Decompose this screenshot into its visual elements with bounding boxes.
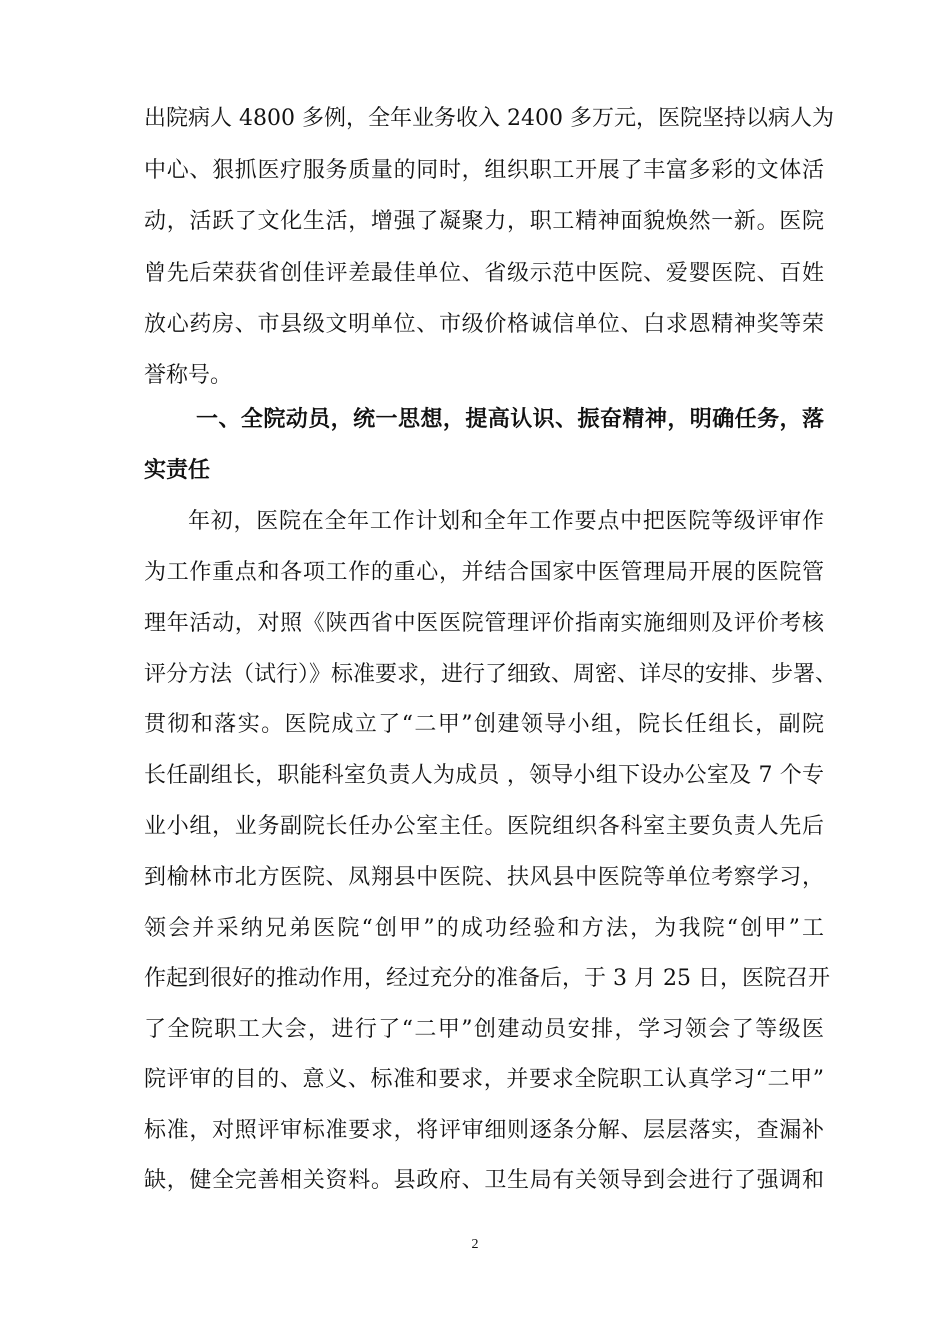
text-line: 理年活动，对照《陕西省中医医院管理评价指南实施细则及评价考核 <box>144 611 824 636</box>
text-line: 长任副组长，职能科室负责人为成员 ，领导小组下设办公室及 7 个专 <box>144 763 824 788</box>
text-line: 贯彻和落实。医院成立了“二甲”创建领导小组，院长任组长，副院 <box>144 712 824 737</box>
text-line: 到榆林市北方医院、凤翔县中医院、扶风县中医院等单位考察学习， <box>144 865 824 890</box>
page-number: 2 <box>471 1237 479 1252</box>
text-line: 领会并采纳兄弟医院“创甲”的成功经验和方法，为我院“创甲”工 <box>144 916 824 941</box>
text-line: 誉称号。 <box>144 363 233 388</box>
text-line: 放心药房、市县级文明单位、市级价格诚信单位、白求恩精神奖等荣 <box>144 312 824 337</box>
text-line: 业小组，业务副院长任办公室主任。医院组织各科室主要负责人先后 <box>144 814 824 839</box>
text-line: 作起到很好的推动作用，经过充分的准备后，于 3 月 25 日，医院召开 <box>144 966 830 991</box>
text-line: 动，活跃了文化生活，增强了凝聚力，职工精神面貌焕然一新。医院 <box>144 209 824 234</box>
text-line: 院评审的目的、意义、标准和要求，并要求全院职工认真学习“二甲” <box>144 1067 824 1092</box>
text-line: 评分方法（试行）》标准要求，进行了细致、周密、详尽的安排、步署、 <box>144 662 838 687</box>
text-line: 中心、狠抓医疗服务质量的同时，组织职工开展了丰富多彩的文体活 <box>144 158 824 183</box>
text-line: 出院病人 4800 多例，全年业务收入 2400 多万元，医院坚持以病人为 <box>144 106 834 131</box>
text-line: 曾先后荣获省创佳评差最佳单位、省级示范中医院、爱婴医院、百姓 <box>144 261 824 286</box>
text-line: 了全院职工大会，进行了“二甲”创建动员安排，学习领会了等级医 <box>144 1017 824 1042</box>
text-line: 缺，健全完善相关资料。县政府、卫生局有关领导到会进行了强调和 <box>144 1168 824 1193</box>
text-line: 标准，对照评审标准要求，将评审细则逐条分解、层层落实，查漏补 <box>144 1118 824 1143</box>
text-line: 为工作重点和各项工作的重心，并结合国家中医管理局开展的医院管 <box>144 560 824 585</box>
section-heading-cont: 实责任 <box>144 458 211 483</box>
section-heading: 一、全院动员，统一思想，提高认识、振奋精神，明确任务，落 <box>196 407 824 432</box>
text-line: 年初，医院在全年工作计划和全年工作要点中把医院等级评审作 <box>188 509 824 534</box>
